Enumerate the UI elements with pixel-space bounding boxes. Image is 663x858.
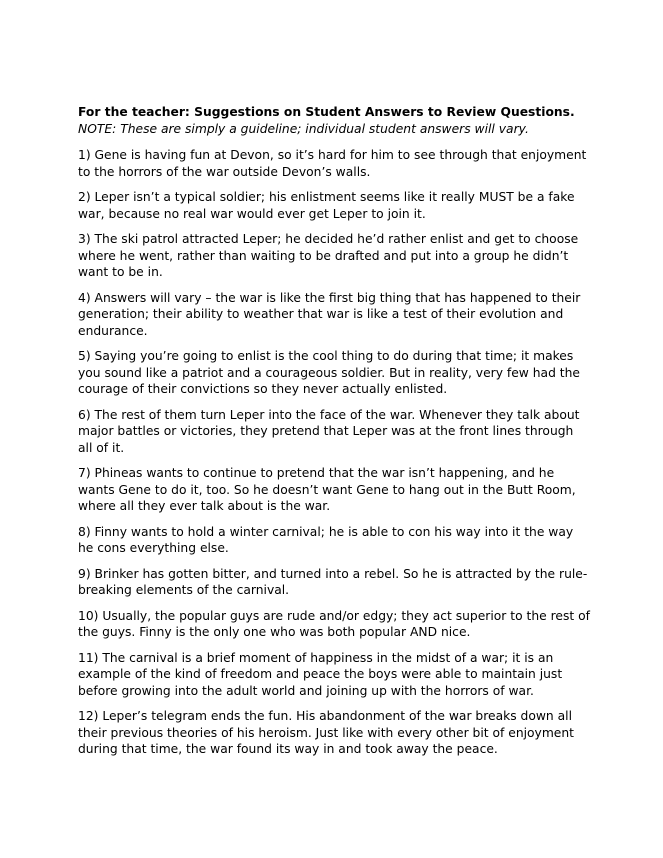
document-page (78, 104, 590, 767)
answer-7: 7) Phineas wants to continue to pretend that the war isn’t happening, and he wants Gene to do it, too. So he doesn’t want Gene to hang out in the Butt Room, where all they ever talk about is the war. (78, 466, 576, 513)
answer-6: 6) The rest of them turn Leper into the face of the war. Whenever they talk about major battles or victories, they pretend that Leper was at the front lines through all of it. (78, 407, 580, 455)
answer-3: 3) The ski patrol attracted Leper; he decided he’d rather enlist and get to choose where he went, rather than waiting to be drafted and put into a group he didn’t want to be in. (78, 232, 579, 279)
document-note: NOTE: These are simply a guideline; individual student answers will vary. (78, 121, 529, 136)
answer-4: 4) Answers will vary – the war is like the first big thing that has happened to their generation; their ability to weather that war is like a test of their evolution and endurance. (78, 290, 581, 338)
answer-8: 8) Finny wants to hold a winter carnival; he is able to con his way into it the way he cons everything else. (78, 524, 574, 555)
answer-2: 2) Leper isn’t a typical soldier; his enlistment seems like it really MUST be a fake war, because no real war would ever get Leper to join it. (78, 190, 575, 221)
answer-1: 1) Gene is having fun at Devon, so it’s hard for him to see through that enjoyment to the horrors of the war outside Devon’s walls. (78, 148, 587, 179)
answer-5: 5) Saying you’re going to enlist is the cool thing to do during that time; it makes you sound like a patriot and a courageous soldier. But in reality, very few had the courage of their convictions so they never actually enlisted. (78, 349, 580, 396)
answer-9: 9) Brinker has gotten bitter, and turned into a rebel. So he is attracted by the rule-breaking elements of the carnival. (78, 566, 588, 597)
answer-11: 11) The carnival is a brief moment of happiness in the midst of a war; it is an example of the kind of freedom and peace the boys were able to maintain just before growing into the adult world and joining up with the horrors of war. (78, 650, 563, 698)
document-heading: For the teacher: Suggestions on Student Answers to Review Questions. (78, 105, 575, 119)
answer-10: 10) Usually, the popular guys are rude and/or edgy; they act superior to the rest of the guys. Finny is the only one who was both popular AND nice. (78, 608, 590, 639)
answer-12: 12) Leper’s telegram ends the fun. His abandonment of the war breaks down all their previous theories of his heroism. Just like with every other bit of enjoyment during that time, the war found its way in and took away the peace. (78, 709, 574, 756)
